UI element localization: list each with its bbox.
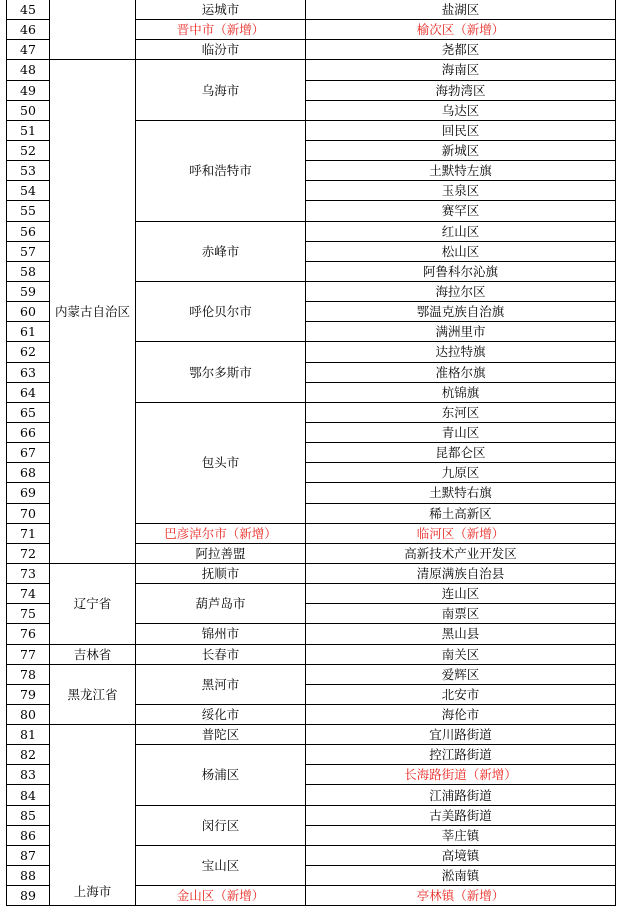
row-number: 51 (7, 120, 50, 140)
row-number: 62 (7, 342, 50, 362)
row-number: 72 (7, 543, 50, 563)
district-cell: 江浦路街道 (306, 785, 616, 805)
city-cell-new: 晋中市（新增） (136, 20, 306, 40)
table-row (7, 664, 616, 684)
district-cell: 黑山县 (306, 624, 616, 644)
province-cell: 上海市 (50, 725, 136, 906)
row-number: 74 (7, 584, 50, 604)
district-cell-new: 亭林镇（新增） (306, 886, 616, 906)
row-number: 57 (7, 241, 50, 261)
row-number: 84 (7, 785, 50, 805)
row-number: 71 (7, 523, 50, 543)
city-cell: 绥化市 (136, 704, 306, 724)
row-number: 50 (7, 100, 50, 120)
row-number: 83 (7, 765, 50, 785)
row-number: 56 (7, 221, 50, 241)
district-cell: 清原满族自治县 (306, 563, 616, 583)
district-cell: 南关区 (306, 644, 616, 664)
province-cell: 黑龙江省 (50, 664, 136, 724)
province-cell: 辽宁省 (50, 563, 136, 644)
table-row (7, 0, 616, 20)
district-cell: 青山区 (306, 422, 616, 442)
city-cell: 杨浦区 (136, 745, 306, 805)
city-cell: 包头市 (136, 402, 306, 523)
row-number: 87 (7, 845, 50, 865)
district-cell-new: 临河区（新增） (306, 523, 616, 543)
table-row (7, 60, 616, 80)
province-cell: 吉林省 (50, 644, 136, 664)
district-cell-new: 长海路街道（新增） (306, 765, 616, 785)
row-number: 53 (7, 161, 50, 181)
city-cell: 锦州市 (136, 624, 306, 644)
row-number: 54 (7, 181, 50, 201)
row-number: 63 (7, 362, 50, 382)
district-cell: 盐湖区 (306, 0, 616, 20)
district-cell: 稀土高新区 (306, 503, 616, 523)
district-cell: 莘庄镇 (306, 825, 616, 845)
district-cell: 连山区 (306, 584, 616, 604)
province-cell: 内蒙古自治区 (50, 60, 136, 564)
district-cell: 达拉特旗 (306, 342, 616, 362)
table-row (7, 563, 616, 583)
city-cell: 临汾市 (136, 40, 306, 60)
district-cell: 尧都区 (306, 40, 616, 60)
district-cell: 海伦市 (306, 704, 616, 724)
row-number: 80 (7, 704, 50, 724)
row-number: 59 (7, 281, 50, 301)
city-cell: 运城市 (136, 0, 306, 20)
district-cell: 南票区 (306, 604, 616, 624)
row-number: 89 (7, 886, 50, 906)
row-number: 76 (7, 624, 50, 644)
city-cell: 抚顺市 (136, 563, 306, 583)
district-cell: 高新技术产业开发区 (306, 543, 616, 563)
row-number: 55 (7, 201, 50, 221)
city-cell-new: 巴彦淖尔市（新增） (136, 523, 306, 543)
row-number: 79 (7, 684, 50, 704)
district-cell: 古美路街道 (306, 805, 616, 825)
row-number: 66 (7, 422, 50, 442)
district-cell: 回民区 (306, 120, 616, 140)
district-cell: 满洲里市 (306, 322, 616, 342)
city-cell: 赤峰市 (136, 221, 306, 281)
row-number: 88 (7, 866, 50, 886)
district-cell: 东河区 (306, 402, 616, 422)
table-row (7, 725, 616, 745)
row-number: 49 (7, 80, 50, 100)
district-cell: 松山区 (306, 241, 616, 261)
row-number: 60 (7, 302, 50, 322)
row-number: 47 (7, 40, 50, 60)
row-number: 70 (7, 503, 50, 523)
district-cell: 宜川路街道 (306, 725, 616, 745)
row-number: 48 (7, 60, 50, 80)
district-cell: 海南区 (306, 60, 616, 80)
row-number: 75 (7, 604, 50, 624)
row-number: 81 (7, 725, 50, 745)
city-cell: 葫芦岛市 (136, 584, 306, 624)
district-cell: 乌达区 (306, 100, 616, 120)
row-number: 85 (7, 805, 50, 825)
district-cell: 淞南镇 (306, 866, 616, 886)
city-cell: 宝山区 (136, 845, 306, 885)
city-cell: 普陀区 (136, 725, 306, 745)
row-number: 58 (7, 261, 50, 281)
row-number: 46 (7, 20, 50, 40)
district-cell: 赛罕区 (306, 201, 616, 221)
district-cell: 海拉尔区 (306, 281, 616, 301)
row-number: 69 (7, 483, 50, 503)
district-cell: 玉泉区 (306, 181, 616, 201)
row-number: 78 (7, 664, 50, 684)
district-cell: 海勃湾区 (306, 80, 616, 100)
row-number: 68 (7, 463, 50, 483)
district-cell: 爱辉区 (306, 664, 616, 684)
district-cell: 土默特右旗 (306, 483, 616, 503)
row-number: 73 (7, 563, 50, 583)
city-cell: 呼伦贝尔市 (136, 281, 306, 341)
city-cell: 呼和浩特市 (136, 120, 306, 221)
row-number: 77 (7, 644, 50, 664)
city-cell: 乌海市 (136, 60, 306, 120)
district-cell-new: 榆次区（新增） (306, 20, 616, 40)
city-cell: 黑河市 (136, 664, 306, 704)
row-number: 65 (7, 402, 50, 422)
city-cell-new: 金山区（新增） (136, 886, 306, 906)
row-number: 61 (7, 322, 50, 342)
city-cell: 阿拉善盟 (136, 543, 306, 563)
district-cell: 控江路街道 (306, 745, 616, 765)
row-number: 52 (7, 140, 50, 160)
table-row (7, 644, 616, 664)
city-cell: 闵行区 (136, 805, 306, 845)
district-cell: 杭锦旗 (306, 382, 616, 402)
district-cell: 昆都仑区 (306, 443, 616, 463)
district-cell: 北安市 (306, 684, 616, 704)
row-number: 82 (7, 745, 50, 765)
row-number: 64 (7, 382, 50, 402)
district-cell: 准格尔旗 (306, 362, 616, 382)
district-cell: 新城区 (306, 140, 616, 160)
district-cell: 鄂温克族自治旗 (306, 302, 616, 322)
district-cell: 红山区 (306, 221, 616, 241)
row-number: 45 (7, 0, 50, 20)
pilot-area-table (6, 0, 616, 906)
district-cell: 九原区 (306, 463, 616, 483)
city-cell: 鄂尔多斯市 (136, 342, 306, 402)
row-number: 86 (7, 825, 50, 845)
district-cell: 高境镇 (306, 845, 616, 865)
row-number: 67 (7, 443, 50, 463)
district-cell: 阿鲁科尔沁旗 (306, 261, 616, 281)
district-cell: 土默特左旗 (306, 161, 616, 181)
province-cell (50, 0, 136, 60)
city-cell: 长春市 (136, 644, 306, 664)
